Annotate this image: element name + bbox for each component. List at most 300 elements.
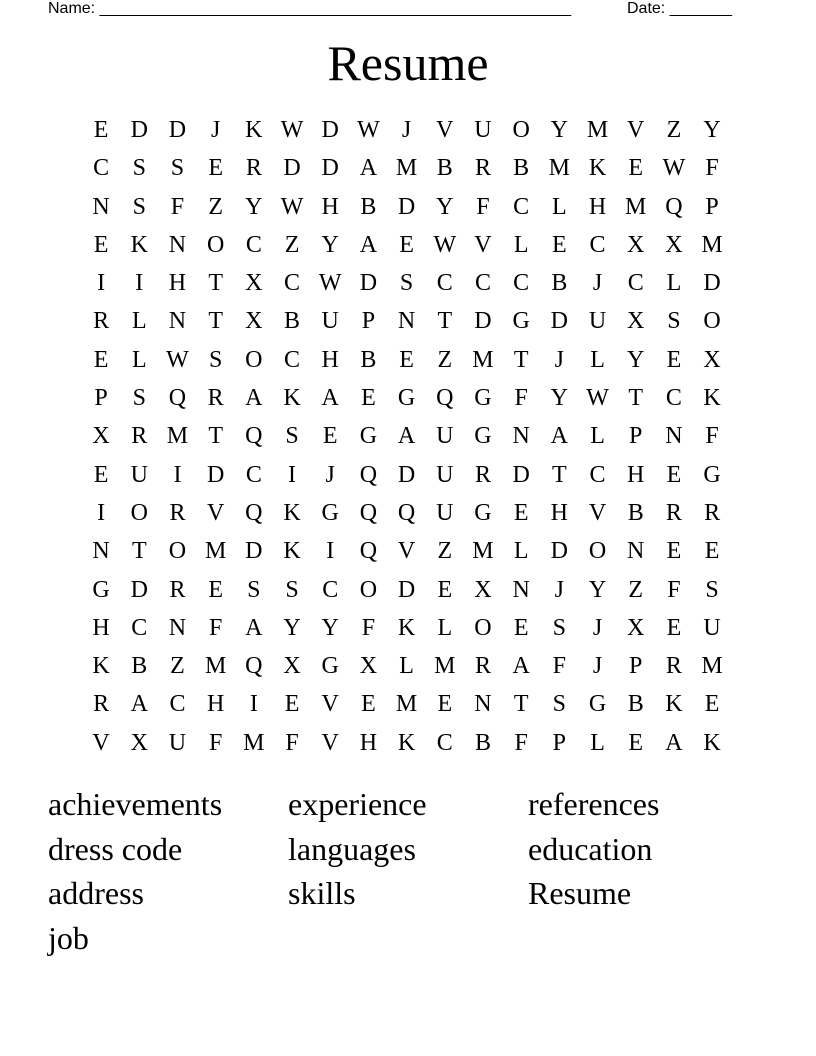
grid-letter: E bbox=[666, 346, 682, 373]
grid-letter: N bbox=[512, 423, 530, 450]
grid-letter: G bbox=[397, 385, 416, 412]
grid-letter: L bbox=[590, 423, 605, 450]
grid-letter: G bbox=[512, 308, 530, 335]
grid-letter: D bbox=[130, 117, 148, 143]
grid-letter: E bbox=[704, 538, 720, 565]
grid-letter: K bbox=[245, 117, 263, 143]
grid-letter: S bbox=[399, 270, 414, 297]
grid-letter: O bbox=[168, 538, 187, 565]
grid-letter: V bbox=[321, 691, 339, 718]
grid-letter: B bbox=[131, 653, 148, 680]
grid-letter: O bbox=[206, 231, 225, 258]
grid-letter: D bbox=[397, 193, 416, 220]
grid-letter: K bbox=[283, 385, 301, 412]
grid-letter: X bbox=[703, 346, 721, 373]
grid-letter: I bbox=[249, 691, 258, 718]
grid-letter: V bbox=[436, 117, 454, 143]
word-list-item: dress code bbox=[48, 830, 183, 867]
grid-letter: Y bbox=[436, 193, 454, 220]
grid-letter: Z bbox=[628, 576, 644, 603]
grid-letter: S bbox=[667, 308, 681, 335]
grid-letter: Y bbox=[703, 117, 721, 143]
grid-letter: M bbox=[586, 117, 609, 143]
grid-letter: J bbox=[554, 346, 565, 373]
word-list-item: languages bbox=[288, 830, 416, 867]
grid-letter: E bbox=[513, 499, 529, 526]
word-list-item: job bbox=[48, 919, 89, 956]
grid-letter: P bbox=[552, 729, 567, 756]
grid-letter: Q bbox=[245, 499, 263, 526]
grid-letter: R bbox=[474, 653, 491, 680]
grid-letter: X bbox=[627, 614, 645, 641]
grid-letter: F bbox=[514, 385, 528, 412]
word-list-row bbox=[48, 871, 768, 916]
grid-letter: T bbox=[208, 423, 223, 450]
grid-letter: Y bbox=[283, 614, 301, 641]
grid-letter: L bbox=[513, 538, 529, 565]
word-list-item: Resume bbox=[528, 875, 632, 911]
grid-letter: Y bbox=[550, 385, 569, 412]
grid-letter: R bbox=[131, 423, 148, 450]
grid-letter: C bbox=[513, 193, 530, 220]
grid-letter: G bbox=[92, 576, 110, 603]
grid-letter: P bbox=[705, 193, 719, 220]
grid-row bbox=[82, 341, 732, 379]
word-list bbox=[48, 782, 768, 960]
grid-letter: D bbox=[321, 155, 339, 182]
grid-letter: E bbox=[666, 614, 682, 641]
grid-letter: G bbox=[474, 423, 492, 450]
grid-letter: U bbox=[436, 461, 454, 488]
grid-letter: Q bbox=[359, 538, 378, 565]
grid-letter: J bbox=[210, 117, 221, 143]
grid-letter: Z bbox=[284, 231, 300, 258]
grid-letter: K bbox=[397, 614, 416, 641]
grid-letter: L bbox=[666, 270, 682, 297]
grid-letter: D bbox=[359, 270, 378, 297]
grid-letter: B bbox=[436, 155, 453, 182]
grid-letter: V bbox=[92, 729, 110, 756]
grid-letter: D bbox=[474, 308, 492, 335]
grid-letter: S bbox=[247, 576, 261, 603]
grid-letter: W bbox=[280, 117, 304, 143]
grid-letter: X bbox=[245, 270, 263, 297]
grid-letter: F bbox=[705, 155, 719, 182]
grid-letter: S bbox=[285, 576, 299, 603]
grid-letter: T bbox=[208, 308, 223, 335]
grid-letter: O bbox=[130, 499, 148, 526]
grid-letter: S bbox=[552, 691, 567, 718]
grid-letter: K bbox=[130, 231, 148, 258]
grid-letter: Q bbox=[665, 193, 683, 220]
grid-letter: D bbox=[283, 155, 301, 182]
grid-letter: G bbox=[703, 461, 721, 488]
grid-letter: L bbox=[437, 614, 453, 641]
grid-letter: Y bbox=[321, 231, 339, 258]
grid-letter: B bbox=[474, 729, 491, 756]
grid-letter: D bbox=[703, 270, 721, 297]
grid-letter: M bbox=[204, 538, 227, 565]
word-list-row bbox=[48, 916, 768, 961]
grid-letter: J bbox=[401, 117, 412, 143]
grid-row bbox=[82, 724, 732, 762]
grid-letter: J bbox=[325, 461, 335, 488]
grid-letter: N bbox=[168, 614, 187, 641]
grid-letter: B bbox=[551, 270, 568, 297]
grid-letter: D bbox=[321, 117, 339, 143]
grid-letter: Q bbox=[245, 653, 263, 680]
grid-letter: O bbox=[359, 576, 378, 603]
grid-letter: C bbox=[169, 691, 186, 718]
grid-letter: D bbox=[550, 308, 569, 335]
grid-letter: T bbox=[437, 308, 453, 335]
grid-letter: E bbox=[437, 691, 453, 718]
grid-letter: F bbox=[514, 729, 528, 756]
grid-letter: A bbox=[245, 385, 263, 412]
grid-row bbox=[82, 149, 732, 187]
grid-letter: W bbox=[166, 346, 189, 373]
grid-letter: M bbox=[701, 653, 723, 680]
grid-letter: W bbox=[280, 193, 304, 220]
grid-letter: W bbox=[357, 117, 380, 143]
grid-letter: H bbox=[627, 461, 645, 488]
grid-letter: X bbox=[359, 653, 378, 680]
grid-letter: C bbox=[589, 231, 606, 258]
grid-letter: N bbox=[665, 423, 683, 450]
grid-letter: V bbox=[397, 538, 416, 565]
grid-letter: T bbox=[513, 691, 529, 718]
grid-letter: R bbox=[207, 385, 224, 412]
grid-letter: E bbox=[666, 461, 682, 488]
grid-letter: J bbox=[592, 614, 603, 641]
grid-letter: E bbox=[666, 538, 682, 565]
grid-letter: N bbox=[512, 576, 530, 603]
date-field-label: Date: _______ bbox=[627, 0, 732, 17]
grid-letter: H bbox=[168, 270, 187, 297]
grid-letter: D bbox=[130, 576, 148, 603]
grid-letter: D bbox=[550, 538, 569, 565]
grid-letter: E bbox=[513, 614, 529, 641]
grid-letter: C bbox=[589, 461, 606, 488]
grid-letter: E bbox=[93, 346, 109, 373]
grid-letter: E bbox=[208, 155, 223, 182]
grid-letter: C bbox=[665, 385, 682, 412]
grid-letter: F bbox=[285, 729, 299, 756]
grid-letter: S bbox=[552, 614, 567, 641]
grid-letter: F bbox=[705, 423, 719, 450]
grid-letter: I bbox=[135, 270, 144, 297]
grid-letter: D bbox=[245, 538, 263, 565]
grid-letter: W bbox=[586, 385, 609, 412]
grid-letter: B bbox=[627, 499, 644, 526]
grid-letter: K bbox=[283, 538, 301, 565]
grid-letter: R bbox=[474, 155, 491, 182]
grid-letter: A bbox=[512, 653, 530, 680]
grid-letter: M bbox=[243, 729, 265, 756]
grid-letter: U bbox=[474, 117, 492, 143]
grid-letter: H bbox=[550, 499, 569, 526]
grid-letter: U bbox=[703, 614, 721, 641]
grid-letter: X bbox=[92, 423, 110, 450]
grid-letter: C bbox=[284, 346, 301, 373]
grid-letter: V bbox=[627, 117, 645, 143]
grid-letter: C bbox=[131, 614, 148, 641]
grid-letter: L bbox=[552, 193, 567, 220]
grid-letter: E bbox=[284, 691, 300, 718]
grid-letter: N bbox=[92, 193, 110, 220]
grid-letter: L bbox=[590, 729, 605, 756]
grid-letter: O bbox=[512, 117, 530, 143]
grid-letter: I bbox=[97, 270, 106, 297]
grid-letter: Z bbox=[666, 117, 682, 143]
grid-letter: E bbox=[93, 117, 109, 143]
word-list-item: address bbox=[48, 875, 144, 911]
grid-letter: G bbox=[474, 499, 492, 526]
grid-letter: D bbox=[512, 461, 530, 488]
name-field-label: Name: _____________________________________________________ bbox=[48, 0, 572, 17]
grid-letter: F bbox=[552, 653, 567, 680]
word-list-item: references bbox=[528, 786, 660, 822]
grid-letter: U bbox=[321, 308, 339, 335]
grid-row bbox=[82, 379, 732, 417]
grid-letter: L bbox=[399, 653, 414, 680]
grid-letter: P bbox=[361, 308, 376, 335]
grid-letter: E bbox=[93, 231, 109, 258]
grid-row bbox=[82, 188, 732, 226]
grid-letter: S bbox=[132, 385, 146, 412]
grid-letter: V bbox=[588, 499, 607, 526]
grid-letter: H bbox=[321, 193, 339, 220]
grid-letter: R bbox=[169, 499, 186, 526]
grid-letter: M bbox=[472, 538, 494, 565]
grid-letter: U bbox=[436, 499, 454, 526]
word-list-row bbox=[48, 782, 768, 827]
grid-letter: K bbox=[703, 729, 721, 756]
grid-letter: P bbox=[629, 423, 643, 450]
grid-letter: L bbox=[590, 346, 605, 373]
grid-letter: H bbox=[588, 193, 607, 220]
grid-letter: P bbox=[94, 385, 108, 412]
grid-letter: S bbox=[208, 346, 223, 373]
grid-letter: Z bbox=[437, 538, 453, 565]
grid-letter: M bbox=[548, 155, 571, 182]
grid-letter: A bbox=[245, 614, 263, 641]
grid-letter: Y bbox=[627, 346, 645, 373]
word-list-item: skills bbox=[288, 875, 356, 911]
grid-letter: K bbox=[703, 385, 721, 412]
grid-letter: F bbox=[208, 614, 223, 641]
grid-letter: C bbox=[284, 270, 301, 297]
grid-letter: K bbox=[397, 729, 416, 756]
grid-row bbox=[82, 456, 732, 494]
grid-letter: Q bbox=[359, 461, 378, 488]
grid-letter: D bbox=[168, 117, 187, 143]
grid-letter: R bbox=[93, 308, 110, 335]
grid-letter: F bbox=[476, 193, 490, 220]
grid-letter: F bbox=[170, 193, 185, 220]
grid-letter: X bbox=[474, 576, 492, 603]
grid-row bbox=[82, 647, 732, 685]
grid-letter: L bbox=[131, 308, 147, 335]
grid-letter: C bbox=[436, 270, 453, 297]
grid-letter: Q bbox=[359, 499, 378, 526]
grid-letter: F bbox=[667, 576, 681, 603]
grid-letter: C bbox=[93, 155, 110, 182]
grid-letter: U bbox=[588, 308, 607, 335]
word-list-item: experience bbox=[288, 786, 427, 822]
grid-letter: E bbox=[361, 385, 376, 412]
puzzle-title: Resume bbox=[327, 35, 489, 91]
grid-letter: O bbox=[474, 614, 492, 641]
grid-letter: M bbox=[395, 691, 418, 718]
grid-letter: X bbox=[627, 231, 645, 258]
worksheet-header bbox=[48, 0, 748, 20]
grid-letter: A bbox=[550, 423, 569, 450]
grid-letter: G bbox=[588, 691, 607, 718]
grid-letter: V bbox=[474, 231, 492, 258]
grid-letter: X bbox=[130, 729, 148, 756]
grid-row bbox=[82, 494, 732, 532]
grid-row bbox=[82, 302, 732, 340]
grid-letter: O bbox=[588, 538, 607, 565]
grid-letter: M bbox=[166, 423, 189, 450]
letter-grid bbox=[82, 111, 732, 762]
grid-letter: B bbox=[360, 346, 377, 373]
grid-letter: O bbox=[703, 308, 721, 335]
grid-letter: W bbox=[318, 270, 342, 297]
grid-letter: O bbox=[245, 346, 263, 373]
grid-letter: K bbox=[588, 155, 607, 182]
grid-letter: E bbox=[93, 461, 109, 488]
grid-letter: D bbox=[397, 576, 416, 603]
grid-letter: S bbox=[285, 423, 299, 450]
grid-letter: K bbox=[283, 499, 301, 526]
grid-letter: N bbox=[168, 308, 187, 335]
grid-letter: S bbox=[705, 576, 719, 603]
grid-letter: R bbox=[93, 691, 110, 718]
grid-letter: T bbox=[131, 538, 147, 565]
grid-letter: Q bbox=[245, 423, 263, 450]
grid-letter: D bbox=[397, 461, 416, 488]
grid-letter: C bbox=[245, 231, 262, 258]
grid-letter: S bbox=[132, 193, 146, 220]
grid-letter: G bbox=[359, 423, 378, 450]
grid-letter: A bbox=[397, 423, 416, 450]
grid-row bbox=[82, 226, 732, 264]
grid-letter: J bbox=[592, 653, 603, 680]
grid-letter: Q bbox=[168, 385, 187, 412]
grid-letter: J bbox=[592, 270, 603, 297]
grid-letter: B bbox=[513, 155, 530, 182]
grid-letter: Y bbox=[321, 614, 339, 641]
grid-letter: V bbox=[206, 499, 225, 526]
grid-letter: C bbox=[513, 270, 530, 297]
grid-letter: R bbox=[169, 576, 186, 603]
grid-letter: I bbox=[288, 461, 297, 488]
grid-letter: G bbox=[321, 499, 339, 526]
grid-letter: W bbox=[433, 231, 457, 258]
grid-letter: Z bbox=[170, 653, 185, 680]
grid-letter: W bbox=[662, 155, 686, 182]
grid-letter: N bbox=[627, 538, 645, 565]
grid-letter: M bbox=[434, 653, 456, 680]
grid-letter: G bbox=[321, 653, 339, 680]
grid-row bbox=[82, 571, 732, 609]
grid-letter: C bbox=[322, 576, 339, 603]
grid-letter: T bbox=[628, 385, 644, 412]
grid-letter: E bbox=[399, 231, 414, 258]
grid-letter: E bbox=[628, 729, 644, 756]
grid-row bbox=[82, 685, 732, 723]
grid-letter: R bbox=[474, 461, 491, 488]
grid-letter: M bbox=[204, 653, 227, 680]
grid-letter: E bbox=[322, 423, 338, 450]
grid-letter: N bbox=[474, 691, 492, 718]
grid-letter: M bbox=[701, 231, 723, 258]
grid-letter: L bbox=[513, 231, 529, 258]
grid-letter: C bbox=[436, 729, 453, 756]
grid-letter: S bbox=[132, 155, 146, 182]
grid-letter: K bbox=[92, 653, 110, 680]
grid-letter: B bbox=[284, 308, 301, 335]
grid-letter: E bbox=[399, 346, 414, 373]
grid-letter: Y bbox=[588, 576, 607, 603]
grid-letter: R bbox=[245, 155, 262, 182]
grid-letter: Y bbox=[550, 117, 569, 143]
grid-letter: Y bbox=[245, 193, 263, 220]
grid-letter: S bbox=[170, 155, 185, 182]
grid-letter: K bbox=[665, 691, 683, 718]
grid-letter: B bbox=[627, 691, 644, 718]
grid-letter: A bbox=[321, 385, 339, 412]
grid-letter: A bbox=[359, 155, 378, 182]
grid-letter: N bbox=[397, 308, 416, 335]
grid-letter: P bbox=[629, 653, 643, 680]
word-list-row bbox=[48, 827, 768, 872]
grid-letter: G bbox=[474, 385, 492, 412]
grid-letter: N bbox=[168, 231, 187, 258]
grid-letter: A bbox=[359, 231, 378, 258]
grid-row bbox=[82, 532, 732, 570]
grid-letter: M bbox=[395, 155, 418, 182]
grid-letter: T bbox=[513, 346, 529, 373]
grid-letter: U bbox=[436, 423, 454, 450]
grid-letter: X bbox=[283, 653, 301, 680]
grid-letter: R bbox=[704, 499, 721, 526]
grid-letter: F bbox=[208, 729, 223, 756]
grid-letter: X bbox=[627, 308, 645, 335]
grid-letter: X bbox=[245, 308, 263, 335]
grid-letter: V bbox=[321, 729, 339, 756]
grid-letter: A bbox=[665, 729, 683, 756]
grid-letter: Z bbox=[208, 193, 223, 220]
grid-letter: Q bbox=[397, 499, 416, 526]
grid-letter: D bbox=[206, 461, 225, 488]
grid-letter: E bbox=[208, 576, 223, 603]
grid-letter: U bbox=[130, 461, 148, 488]
grid-row bbox=[82, 264, 732, 302]
grid-letter: C bbox=[627, 270, 644, 297]
grid-letter: E bbox=[628, 155, 644, 182]
word-list-item: achievements bbox=[48, 786, 223, 822]
grid-letter: I bbox=[97, 499, 106, 526]
grid-letter: U bbox=[168, 729, 187, 756]
grid-letter: M bbox=[625, 193, 647, 220]
grid-letter: H bbox=[359, 729, 378, 756]
grid-letter: J bbox=[554, 576, 565, 603]
grid-letter: E bbox=[361, 691, 376, 718]
grid-letter: Z bbox=[437, 346, 453, 373]
